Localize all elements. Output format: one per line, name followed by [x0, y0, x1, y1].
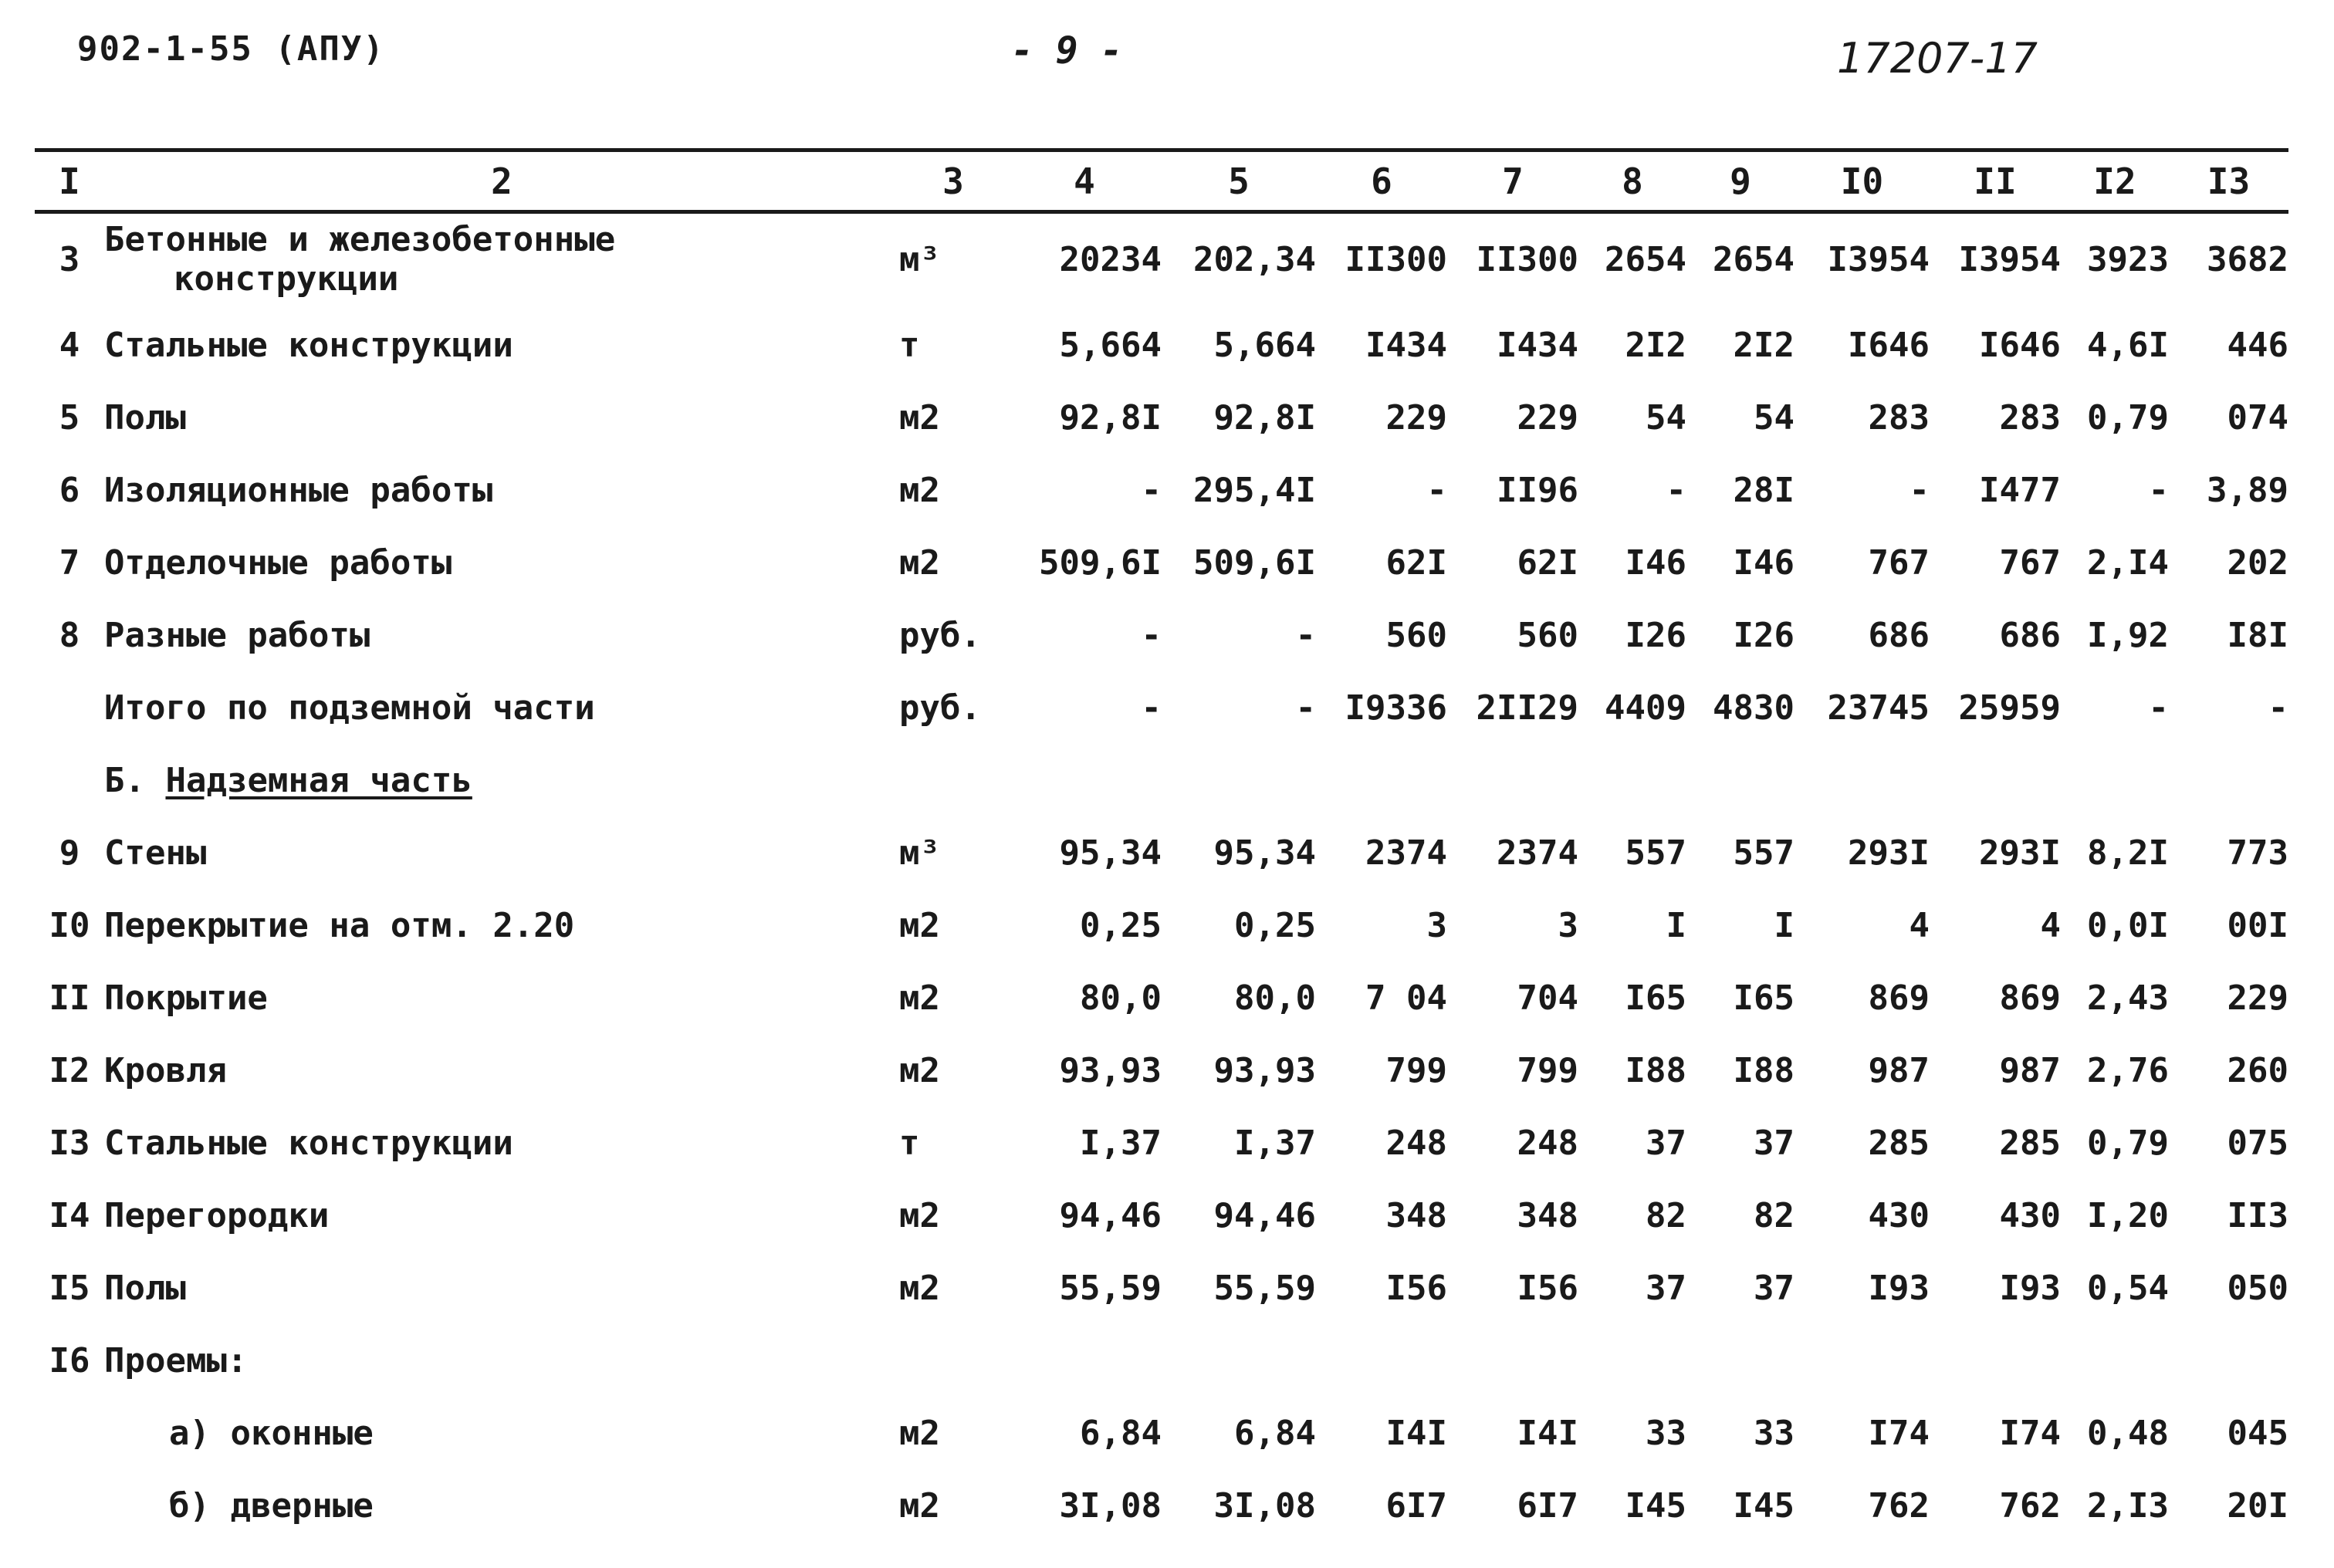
cell-col-13: I8I [2227, 615, 2288, 655]
cell-col-5: - [1295, 688, 1316, 728]
cell-col-10: - [1909, 470, 1930, 510]
cell-col-7: 560 [1517, 615, 1578, 655]
cell-col-9: 82 [1754, 1195, 1794, 1235]
column-header-3: 3 [942, 160, 964, 202]
cell-col-11: I646 [1979, 325, 2061, 365]
row-name-text: Итого по подземной части [104, 688, 595, 728]
cell-col-11: I93 [1999, 1268, 2061, 1308]
cell-col-7: 62I [1517, 542, 1578, 583]
cell-col-5: 202,34 [1193, 239, 1316, 279]
cell-col-7: 248 [1517, 1123, 1578, 1163]
row-unit: м2 [899, 397, 940, 438]
cell-col-12: 4,6I [2087, 325, 2169, 365]
cell-col-9: I88 [1733, 1050, 1794, 1090]
table-row [35, 1469, 2288, 1542]
cell-col-12: - [2148, 688, 2169, 728]
row-name [104, 210, 899, 309]
cell-col-8: 82 [1646, 1195, 1686, 1235]
cell-col-7: 704 [1517, 978, 1578, 1018]
cell-col-12: 2,I3 [2087, 1485, 2169, 1526]
row-name [104, 671, 899, 744]
row-name-text: Проемы: [104, 1340, 248, 1380]
cell-col-6 [1316, 744, 1447, 816]
row-number: 3 [59, 239, 80, 279]
row-name-text: Стены [104, 833, 207, 873]
cell-col-12: 0,54 [2087, 1268, 2169, 1308]
cell-col-6 [1316, 1324, 1447, 1397]
cell-col-4: 94,46 [1059, 1195, 1162, 1235]
column-header-9: 9 [1730, 160, 1751, 202]
cell-col-8: 37 [1646, 1268, 1686, 1308]
row-name [104, 1324, 899, 1397]
cell-col-9: 4830 [1713, 688, 1794, 728]
cell-col-8 [1578, 744, 1686, 816]
row-name [104, 309, 899, 381]
cell-col-5: 80,0 [1234, 978, 1316, 1018]
row-number [35, 671, 104, 744]
cell-col-6: 229 [1385, 397, 1447, 438]
cell-col-12 [2061, 1324, 2169, 1397]
cell-col-13: 00I [2227, 905, 2288, 945]
row-name-text: Разные работы [104, 615, 370, 655]
row-unit: руб. [899, 615, 981, 655]
table-row [35, 309, 2288, 381]
cell-col-10: 283 [1868, 397, 1930, 438]
cell-col-6: 3 [1426, 905, 1447, 945]
row-unit: м³ [899, 833, 940, 873]
column-header-7: 7 [1502, 160, 1524, 202]
section-prefix: Б. [104, 760, 166, 800]
cell-col-9 [1686, 744, 1794, 816]
cell-col-8: I46 [1625, 542, 1686, 583]
cell-col-6: I9336 [1345, 688, 1447, 728]
cell-col-7: 6I7 [1517, 1485, 1578, 1526]
cell-col-9: I [1774, 905, 1794, 945]
cell-col-5: - [1295, 615, 1316, 655]
column-header-1: I [59, 160, 80, 202]
cell-col-10: 430 [1868, 1195, 1930, 1235]
row-name [104, 816, 899, 889]
cell-col-9: 2654 [1713, 239, 1794, 279]
row-unit: м2 [899, 542, 940, 583]
cell-col-12: 0,79 [2087, 1123, 2169, 1163]
cell-col-12: 2,43 [2087, 978, 2169, 1018]
cell-col-4: 509,6I [1039, 542, 1162, 583]
cell-col-7: 2374 [1497, 833, 1578, 873]
cell-col-10: 767 [1868, 542, 1930, 583]
table-row [35, 744, 2288, 816]
cell-col-12: 2,I4 [2087, 542, 2169, 583]
row-number [35, 1469, 104, 1542]
table-row [35, 671, 2288, 744]
cell-col-4: I,37 [1080, 1123, 1162, 1163]
cell-col-11: 4 [2040, 905, 2061, 945]
row-name [104, 1107, 899, 1179]
row-unit: м³ [899, 239, 940, 279]
row-name-text: Перекрытие на отм. 2.20 [104, 905, 575, 945]
row-name [104, 1034, 899, 1107]
row-name-text: а) оконные [169, 1413, 374, 1453]
cell-col-8: 557 [1625, 833, 1686, 873]
table-row [35, 526, 2288, 599]
cell-col-5: 94,46 [1213, 1195, 1316, 1235]
cell-col-9: I46 [1733, 542, 1794, 583]
cell-col-4: 20234 [1059, 239, 1162, 279]
row-number: 4 [59, 325, 80, 365]
cell-col-8: 2I2 [1625, 325, 1686, 365]
cell-col-5 [1162, 744, 1316, 816]
cell-col-11: 869 [1999, 978, 2061, 1018]
row-name-text: Полы [104, 397, 186, 438]
cell-col-13: 050 [2227, 1268, 2288, 1308]
table-row [35, 961, 2288, 1034]
cell-col-7: I434 [1497, 325, 1578, 365]
column-header-row [35, 152, 2288, 210]
cell-col-5 [1162, 1324, 1316, 1397]
cell-col-9: 28I [1733, 470, 1794, 510]
cell-col-7: 229 [1517, 397, 1578, 438]
cell-col-6: I434 [1365, 325, 1447, 365]
cell-col-7: 799 [1517, 1050, 1578, 1090]
cell-col-13: 3,89 [2207, 470, 2288, 510]
row-name [104, 599, 899, 671]
cell-col-4: 93,93 [1059, 1050, 1162, 1090]
cell-col-6: 248 [1385, 1123, 1447, 1163]
row-unit: м2 [899, 470, 940, 510]
row-unit: т [899, 325, 920, 365]
row-number: I4 [49, 1195, 90, 1235]
cell-col-10: 4 [1909, 905, 1930, 945]
row-name-text: Кровля [104, 1050, 227, 1090]
section-title: Надземная часть [165, 760, 472, 800]
cell-col-4: 3I,08 [1059, 1485, 1162, 1526]
cell-col-10: 293I [1848, 833, 1930, 873]
row-name-text: б) дверные [169, 1485, 374, 1526]
cell-col-13: 446 [2227, 325, 2288, 365]
cell-col-7: II96 [1497, 470, 1578, 510]
cell-col-5: 55,59 [1213, 1268, 1316, 1308]
cell-col-5: 92,8I [1213, 397, 1316, 438]
row-name-text: Полы [104, 1268, 186, 1308]
cell-col-13: 3682 [2207, 239, 2288, 279]
row-name [104, 744, 899, 816]
cell-col-12: 0,48 [2087, 1413, 2169, 1453]
column-header-12: I2 [2093, 160, 2136, 202]
table-row [35, 1252, 2288, 1324]
cell-col-5: 93,93 [1213, 1050, 1316, 1090]
cell-col-7 [1447, 1324, 1578, 1397]
row-name [104, 381, 899, 454]
cell-col-7: 348 [1517, 1195, 1578, 1235]
cell-col-13: II3 [2227, 1195, 2288, 1235]
cell-col-8: I26 [1625, 615, 1686, 655]
cell-col-4: 6,84 [1080, 1413, 1162, 1453]
cell-col-10 [1794, 1324, 1930, 1397]
cell-col-10: 686 [1868, 615, 1930, 655]
cell-col-5: 295,4I [1193, 470, 1316, 510]
row-number: I3 [49, 1123, 90, 1163]
cell-col-5: 95,34 [1213, 833, 1316, 873]
cell-col-8: I65 [1625, 978, 1686, 1018]
cell-col-6: 6I7 [1385, 1485, 1447, 1526]
cell-col-12: 0,79 [2087, 397, 2169, 438]
cell-col-4: 55,59 [1059, 1268, 1162, 1308]
row-name-text: Изоляционные работы [104, 470, 493, 510]
row-unit [899, 744, 1007, 816]
table-row [35, 381, 2288, 454]
row-name-text: Стальные конструкции [104, 1123, 513, 1163]
row-number [35, 744, 104, 816]
row-name [104, 526, 899, 599]
row-name-text: Стальные конструкции [104, 325, 513, 365]
row-unit: м2 [899, 905, 940, 945]
row-unit: м2 [899, 1485, 940, 1526]
cell-col-11 [1930, 744, 2061, 816]
cell-col-11: I477 [1979, 470, 2061, 510]
table-row [35, 454, 2288, 526]
cell-col-5: 6,84 [1234, 1413, 1316, 1453]
cell-col-10: I74 [1868, 1413, 1930, 1453]
row-name-text: Перегородки [104, 1195, 330, 1235]
table-row [35, 816, 2288, 889]
cell-col-4: 92,8I [1059, 397, 1162, 438]
sheet-number: 17207-17 [1837, 34, 2038, 83]
cell-col-10: I93 [1868, 1268, 1930, 1308]
row-number: I5 [49, 1268, 90, 1308]
row-number: I2 [49, 1050, 90, 1090]
column-header-2: 2 [491, 160, 512, 202]
cell-col-11: I3954 [1958, 239, 2061, 279]
page-header [0, 23, 2334, 93]
cell-col-6: 799 [1385, 1050, 1447, 1090]
cell-col-6: 348 [1385, 1195, 1447, 1235]
cell-col-10 [1794, 744, 1930, 816]
cell-col-13: 229 [2227, 978, 2288, 1018]
cell-col-6: II300 [1345, 239, 1447, 279]
cell-col-9: I26 [1733, 615, 1794, 655]
cell-col-4: - [1141, 615, 1162, 655]
row-name-text: Бетонные и железобетонные [104, 220, 616, 259]
row-name [104, 454, 899, 526]
cell-col-8: 33 [1646, 1413, 1686, 1453]
cell-col-10: 285 [1868, 1123, 1930, 1163]
cell-col-9: 557 [1733, 833, 1794, 873]
cell-col-12: 8,2I [2087, 833, 2169, 873]
row-name [104, 1397, 899, 1469]
cell-col-13: 202 [2227, 542, 2288, 583]
cell-col-9 [1686, 1324, 1794, 1397]
cell-col-11 [1930, 1324, 2061, 1397]
cell-col-8: I [1666, 905, 1686, 945]
cell-col-12 [2061, 744, 2169, 816]
cell-col-10: 762 [1868, 1485, 1930, 1526]
row-unit: м2 [899, 1195, 940, 1235]
row-number [35, 1397, 104, 1469]
row-unit: м2 [899, 1050, 940, 1090]
cell-col-9: 33 [1754, 1413, 1794, 1453]
cell-col-11: 686 [1999, 615, 2061, 655]
cell-col-6: I4I [1385, 1413, 1447, 1453]
cell-col-13 [2169, 744, 2288, 816]
cell-col-6: 560 [1385, 615, 1447, 655]
cell-col-6: 7 04 [1365, 978, 1447, 1018]
row-unit [899, 1324, 1007, 1397]
row-unit: м2 [899, 1268, 940, 1308]
row-number: 6 [59, 470, 80, 510]
cell-col-10: I3954 [1827, 239, 1930, 279]
cell-col-12: 0,0I [2087, 905, 2169, 945]
cell-col-5: 5,664 [1213, 325, 1316, 365]
estimate-table [35, 152, 2288, 1542]
cell-col-12: - [2148, 470, 2169, 510]
cell-col-6: I56 [1385, 1268, 1447, 1308]
row-number: 5 [59, 397, 80, 438]
column-header-5: 5 [1228, 160, 1250, 202]
cell-col-11: 767 [1999, 542, 2061, 583]
cell-col-13: 075 [2227, 1123, 2288, 1163]
cell-col-5: 3I,08 [1213, 1485, 1316, 1526]
cell-col-10: 987 [1868, 1050, 1930, 1090]
cell-col-8: 54 [1646, 397, 1686, 438]
column-header-13: I3 [2207, 160, 2251, 202]
cell-col-4 [1007, 1324, 1162, 1397]
row-name-text-line2: конструкции [174, 259, 399, 299]
cell-col-7: 3 [1558, 905, 1578, 945]
cell-col-5: 0,25 [1234, 905, 1316, 945]
cell-col-4: 80,0 [1080, 978, 1162, 1018]
row-number: 8 [59, 615, 80, 655]
cell-col-13: 260 [2227, 1050, 2288, 1090]
cell-col-5: 509,6I [1193, 542, 1316, 583]
row-unit: м2 [899, 978, 940, 1018]
cell-col-10: 869 [1868, 978, 1930, 1018]
cell-col-13: 045 [2227, 1413, 2288, 1453]
cell-col-4: - [1141, 470, 1162, 510]
cell-col-7: II300 [1476, 239, 1578, 279]
cell-col-6: - [1426, 470, 1447, 510]
cell-col-13: 20I [2227, 1485, 2288, 1526]
column-header-4: 4 [1074, 160, 1095, 202]
row-number: I0 [49, 905, 90, 945]
column-header-8: 8 [1622, 160, 1643, 202]
table-row [35, 599, 2288, 671]
cell-col-9: 37 [1754, 1123, 1794, 1163]
page-number: - 9 - [1011, 29, 1123, 73]
cell-col-4: 0,25 [1080, 905, 1162, 945]
row-name-text: Отделочные работы [104, 542, 452, 583]
row-name [104, 889, 899, 961]
cell-col-12: I,20 [2087, 1195, 2169, 1235]
row-number: II [49, 978, 90, 1018]
cell-col-13: 773 [2227, 833, 2288, 873]
cell-col-6: 2374 [1365, 833, 1447, 873]
cell-col-11: 285 [1999, 1123, 2061, 1163]
cell-col-7: I56 [1517, 1268, 1578, 1308]
cell-col-8: I88 [1625, 1050, 1686, 1090]
row-name [104, 961, 899, 1034]
cell-col-4: - [1141, 688, 1162, 728]
cell-col-4: 95,34 [1059, 833, 1162, 873]
row-unit: м2 [899, 1413, 940, 1453]
cell-col-10: I646 [1848, 325, 1930, 365]
table-row [35, 1107, 2288, 1179]
cell-col-9: 37 [1754, 1268, 1794, 1308]
cell-col-12: 3923 [2087, 239, 2169, 279]
cell-col-9: 2I2 [1733, 325, 1794, 365]
document-code: 902-1-55 (АПУ) [77, 29, 385, 69]
cell-col-11: 283 [1999, 397, 2061, 438]
cell-col-8: 2654 [1605, 239, 1686, 279]
cell-col-8 [1578, 1324, 1686, 1397]
table-row [35, 1397, 2288, 1469]
table-body [35, 210, 2288, 1542]
cell-col-7: 2II29 [1476, 688, 1578, 728]
table-row [35, 889, 2288, 961]
table-row [35, 1034, 2288, 1107]
row-unit: руб. [899, 688, 981, 728]
cell-col-8: I45 [1625, 1485, 1686, 1526]
cell-col-5: I,37 [1234, 1123, 1316, 1163]
cell-col-4 [1007, 744, 1162, 816]
row-unit: т [899, 1123, 920, 1163]
cell-col-7: I4I [1517, 1413, 1578, 1453]
cell-col-8: 4409 [1605, 688, 1686, 728]
cell-col-13: - [2268, 688, 2288, 728]
cell-col-10: 23745 [1827, 688, 1930, 728]
cell-col-9: 54 [1754, 397, 1794, 438]
table-row [35, 1179, 2288, 1252]
row-name [104, 1179, 899, 1252]
cell-col-11: 430 [1999, 1195, 2061, 1235]
cell-col-9: I65 [1733, 978, 1794, 1018]
cell-col-8: 37 [1646, 1123, 1686, 1163]
cell-col-11: 762 [1999, 1485, 2061, 1526]
cell-col-4: 5,664 [1059, 325, 1162, 365]
cell-col-7 [1447, 744, 1578, 816]
cell-col-11: I74 [1999, 1413, 2061, 1453]
cell-col-11: 25959 [1958, 688, 2061, 728]
row-number: 9 [59, 833, 80, 873]
row-number: I6 [49, 1340, 90, 1380]
cell-col-11: 293I [1979, 833, 2061, 873]
cell-col-12: 2,76 [2087, 1050, 2169, 1090]
cell-col-12: I,92 [2087, 615, 2169, 655]
cell-col-9: I45 [1733, 1485, 1794, 1526]
cell-col-6: 62I [1385, 542, 1447, 583]
column-header-11: II [1974, 160, 2017, 202]
row-name [104, 1252, 899, 1324]
cell-col-13: 074 [2227, 397, 2288, 438]
column-header-6: 6 [1371, 160, 1392, 202]
table-row [35, 1324, 2288, 1397]
cell-col-13 [2169, 1324, 2288, 1397]
row-name [104, 1469, 899, 1542]
row-name-text: Покрытие [104, 978, 268, 1018]
row-number: 7 [59, 542, 80, 583]
table-row [35, 210, 2288, 309]
cell-col-8: - [1666, 470, 1686, 510]
column-header-10: I0 [1840, 160, 1884, 202]
cell-col-11: 987 [1999, 1050, 2061, 1090]
